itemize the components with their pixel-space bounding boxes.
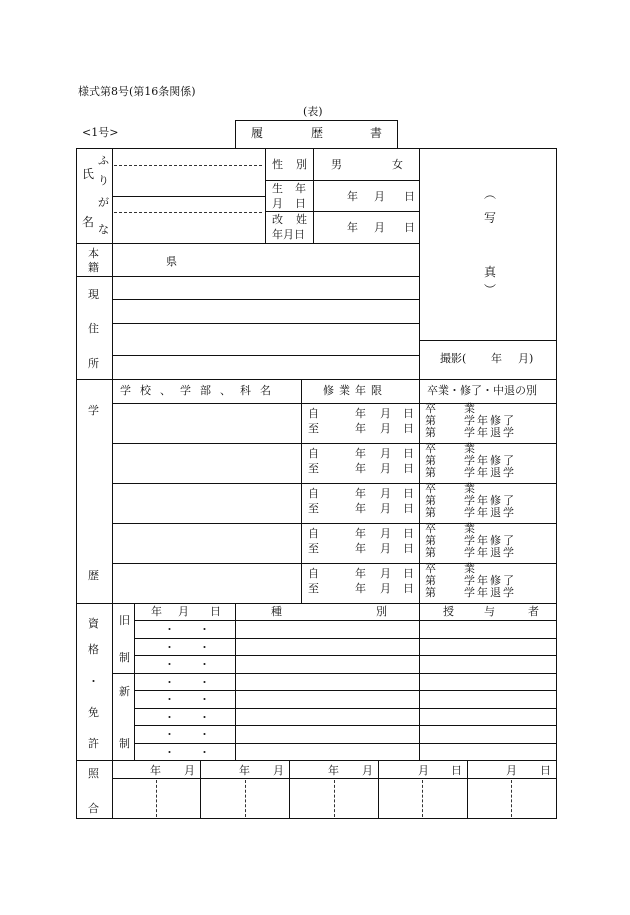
address-label: 所 <box>88 357 99 370</box>
edu-day: 日 <box>403 542 414 555</box>
license-dot: ・ <box>199 693 210 706</box>
verify-label: 照 <box>88 767 99 780</box>
change-label: 年月日 <box>272 228 305 241</box>
rule-line <box>467 760 468 819</box>
sex-female: 女 <box>392 158 403 171</box>
edu-status-graduate: 卒 業 <box>425 562 477 575</box>
license-dot: ・ <box>164 623 175 636</box>
dashed-line <box>334 780 335 817</box>
rule-line <box>112 523 557 524</box>
rule-line <box>301 403 302 604</box>
license-dot: ・ <box>164 711 175 724</box>
edu-to: 至 <box>308 462 319 475</box>
rule-line <box>235 120 236 149</box>
edu-label-bottom: 歴 <box>88 569 99 582</box>
edu-status-completed: 第 学年修了 <box>425 534 516 547</box>
license-dot: ・ <box>164 658 175 671</box>
furigana-char: ふ <box>98 154 109 167</box>
rule-line <box>112 379 113 604</box>
birth-day: 日 <box>404 190 415 203</box>
rule-line <box>397 120 398 149</box>
rule-line <box>265 211 420 212</box>
edu-month: 月 <box>380 422 391 435</box>
license-dot: ・ <box>199 746 210 759</box>
edu-status-completed: 第 学年修了 <box>425 414 516 427</box>
rule-line <box>134 603 135 761</box>
rule-line <box>112 403 557 404</box>
rule-line <box>112 673 135 674</box>
edu-year: 年 <box>355 487 366 500</box>
edu-month: 月 <box>380 527 391 540</box>
verify-header: 年 <box>328 764 339 777</box>
rule-line <box>134 690 557 691</box>
honseki-prefecture: 県 <box>166 255 177 268</box>
edu-status-completed: 第 学年修了 <box>425 574 516 587</box>
edu-month: 月 <box>380 462 391 475</box>
birth-month: 月 <box>374 190 385 203</box>
rule-line <box>313 148 314 244</box>
table-left-border <box>76 148 77 819</box>
rule-line <box>76 243 420 244</box>
edu-day: 日 <box>403 422 414 435</box>
edu-day: 日 <box>403 447 414 460</box>
verify-header: 月 <box>273 764 284 777</box>
license-dot: ・ <box>199 676 210 689</box>
edu-from: 自 <box>308 407 319 420</box>
edu-year: 年 <box>355 502 366 515</box>
license-dot: ・ <box>164 641 175 654</box>
edu-status-graduate: 卒 業 <box>425 482 477 495</box>
dashed-line <box>511 780 512 817</box>
title-char: 歴 <box>311 126 324 140</box>
rule-line <box>112 196 266 197</box>
rule-line <box>76 603 557 604</box>
edu-header-school: 学校、学部、科名 <box>120 384 280 397</box>
license-dot: ・ <box>164 693 175 706</box>
form-number: 様式第8号(第16条関係) <box>78 85 196 98</box>
rule-line <box>76 276 420 277</box>
rule-line <box>419 603 420 761</box>
license-dot: ・ <box>199 623 210 636</box>
edu-to: 至 <box>308 502 319 515</box>
dashed-line <box>245 780 246 817</box>
edu-to: 至 <box>308 422 319 435</box>
license-issuer-header: 与 <box>484 605 495 618</box>
license-dot: ・ <box>199 641 210 654</box>
license-old-label: 制 <box>119 651 130 664</box>
edu-to: 至 <box>308 582 319 595</box>
license-dot: ・ <box>199 728 210 741</box>
rule-line <box>76 760 557 761</box>
edu-status-graduate: 卒 業 <box>425 402 477 415</box>
edu-month: 月 <box>380 447 391 460</box>
label-shi: 氏 <box>82 167 95 181</box>
rule-line <box>112 483 557 484</box>
license-dot: ・ <box>164 676 175 689</box>
edu-to: 至 <box>308 542 319 555</box>
photo-paren-bottom: ︶ <box>484 283 497 297</box>
edu-month: 月 <box>380 567 391 580</box>
license-dot: ・ <box>164 746 175 759</box>
edu-header-status: 卒業・修了・中退の別 <box>427 384 537 397</box>
rule-line <box>134 638 557 639</box>
rule-line <box>134 743 557 744</box>
rule-line <box>419 340 557 341</box>
edu-year: 年 <box>355 582 366 595</box>
table-top-border <box>76 148 557 149</box>
rule-line <box>265 180 420 181</box>
edu-day: 日 <box>403 407 414 420</box>
license-type-header: 種 <box>271 605 282 618</box>
edu-month: 月 <box>380 502 391 515</box>
address-label: 住 <box>88 322 99 335</box>
license-dot: ・ <box>199 711 210 724</box>
dashed-line <box>422 780 423 817</box>
birth-label: 日 <box>295 197 306 210</box>
edu-status-graduate: 卒 業 <box>425 442 477 455</box>
rule-line <box>200 760 201 819</box>
address-label: 現 <box>88 288 99 301</box>
edu-day: 日 <box>403 487 414 500</box>
edu-day: 日 <box>403 582 414 595</box>
edu-status-completed: 第 学年修了 <box>425 454 516 467</box>
rule-line <box>112 603 113 761</box>
edu-status-withdrawn: 第 学年退学 <box>425 506 516 519</box>
license-label: 許 <box>88 737 99 750</box>
honseki-label: 本 <box>88 247 99 260</box>
verify-header: 日 <box>540 764 551 777</box>
license-date-header: 日 <box>210 605 221 618</box>
verify-header: 日 <box>451 764 462 777</box>
verify-header: 月 <box>184 764 195 777</box>
furigana-char: り <box>98 174 109 187</box>
rule-line <box>112 778 557 779</box>
birth-label: 月 <box>272 197 283 210</box>
change-month: 月 <box>374 221 385 234</box>
rule-line <box>112 355 420 356</box>
edu-day: 日 <box>403 502 414 515</box>
rule-line <box>301 379 302 404</box>
license-label: ・ <box>88 675 99 688</box>
verify-header: 月 <box>362 764 373 777</box>
dashed-line <box>114 212 262 213</box>
edu-status-completed: 第 学年修了 <box>425 494 516 507</box>
license-new-label: 制 <box>119 737 130 750</box>
rule-line <box>76 379 557 380</box>
rule-line <box>112 443 557 444</box>
edu-year: 年 <box>355 462 366 475</box>
edu-status-withdrawn: 第 学年退学 <box>425 546 516 559</box>
rule-line <box>419 379 420 604</box>
edu-status-withdrawn: 第 学年退学 <box>425 426 516 439</box>
edu-status-withdrawn: 第 学年退学 <box>425 466 516 479</box>
rule-line <box>134 708 557 709</box>
verify-header: 月 <box>506 764 517 777</box>
photo-char: 真 <box>484 265 497 279</box>
edu-year: 年 <box>355 407 366 420</box>
rule-line <box>112 760 113 819</box>
photo-paren-top: ︵ <box>484 187 497 201</box>
rule-line <box>134 620 557 621</box>
license-old-label: 旧 <box>119 614 130 627</box>
rule-line <box>235 120 398 121</box>
edu-from: 自 <box>308 487 319 500</box>
edu-year: 年 <box>355 527 366 540</box>
table-bottom-border <box>76 818 557 819</box>
birth-label: 生 <box>272 182 283 195</box>
license-type-header: 別 <box>376 605 387 618</box>
edu-day: 日 <box>403 567 414 580</box>
photo-taken-year: 年 <box>491 352 502 365</box>
edu-day: 日 <box>403 462 414 475</box>
license-label: 免 <box>88 706 99 719</box>
birth-year: 年 <box>347 190 358 203</box>
title-char: 履 <box>251 126 264 140</box>
sex-label: 性 <box>272 158 283 171</box>
edu-from: 自 <box>308 527 319 540</box>
rule-line <box>112 148 113 380</box>
dashed-line <box>156 780 157 817</box>
change-day: 日 <box>404 221 415 234</box>
title-char: 書 <box>370 126 383 140</box>
photo-taken-month: 月) <box>518 352 534 365</box>
edu-header-period: 修業年限 <box>323 384 387 397</box>
edu-label-top: 学 <box>88 404 99 417</box>
furigana-char: な <box>98 223 109 236</box>
sex-male: 男 <box>331 158 342 171</box>
rule-line <box>289 760 290 819</box>
license-label: 資 <box>88 617 99 630</box>
edu-month: 月 <box>380 582 391 595</box>
photo-char: 写 <box>484 211 497 225</box>
change-year: 年 <box>347 221 358 234</box>
rule-line <box>112 299 420 300</box>
dashed-line <box>114 165 262 166</box>
edu-year: 年 <box>355 447 366 460</box>
rule-line <box>112 323 420 324</box>
birth-label: 年 <box>295 182 306 195</box>
rule-line <box>134 725 557 726</box>
rule-line <box>419 148 420 380</box>
verify-header: 年 <box>239 764 250 777</box>
license-date-header: 年 <box>151 605 162 618</box>
license-dot: ・ <box>164 728 175 741</box>
page-label: <1号> <box>82 126 119 139</box>
edu-from: 自 <box>308 567 319 580</box>
furigana-char: が <box>98 196 109 209</box>
license-issuer-header: 者 <box>528 605 539 618</box>
edu-day: 日 <box>403 527 414 540</box>
license-new-label: 新 <box>119 685 130 698</box>
verify-label: 合 <box>88 802 99 815</box>
edu-year: 年 <box>355 542 366 555</box>
license-date-header: 月 <box>178 605 189 618</box>
verify-header: 月 <box>418 764 429 777</box>
side-label: (表) <box>303 105 323 118</box>
photo-taken-label: 撮影( <box>440 352 467 365</box>
rule-line <box>134 655 557 656</box>
rule-line <box>134 673 557 674</box>
edu-from: 自 <box>308 447 319 460</box>
license-issuer-header: 授 <box>443 605 454 618</box>
rule-line <box>235 603 236 761</box>
verify-header: 年 <box>150 764 161 777</box>
edu-month: 月 <box>380 542 391 555</box>
edu-year: 年 <box>355 567 366 580</box>
edu-month: 月 <box>380 407 391 420</box>
change-label: 改 <box>272 213 283 226</box>
edu-status-graduate: 卒 業 <box>425 522 477 535</box>
edu-status-withdrawn: 第 学年退学 <box>425 586 516 599</box>
license-label: 格 <box>88 643 99 656</box>
edu-month: 月 <box>380 487 391 500</box>
honseki-label: 籍 <box>88 261 99 274</box>
rule-line <box>378 760 379 819</box>
rule-line <box>112 563 557 564</box>
label-na: 名 <box>82 215 95 229</box>
edu-year: 年 <box>355 422 366 435</box>
change-label: 姓 <box>296 213 307 226</box>
sex-label: 別 <box>296 158 307 171</box>
license-dot: ・ <box>199 658 210 671</box>
